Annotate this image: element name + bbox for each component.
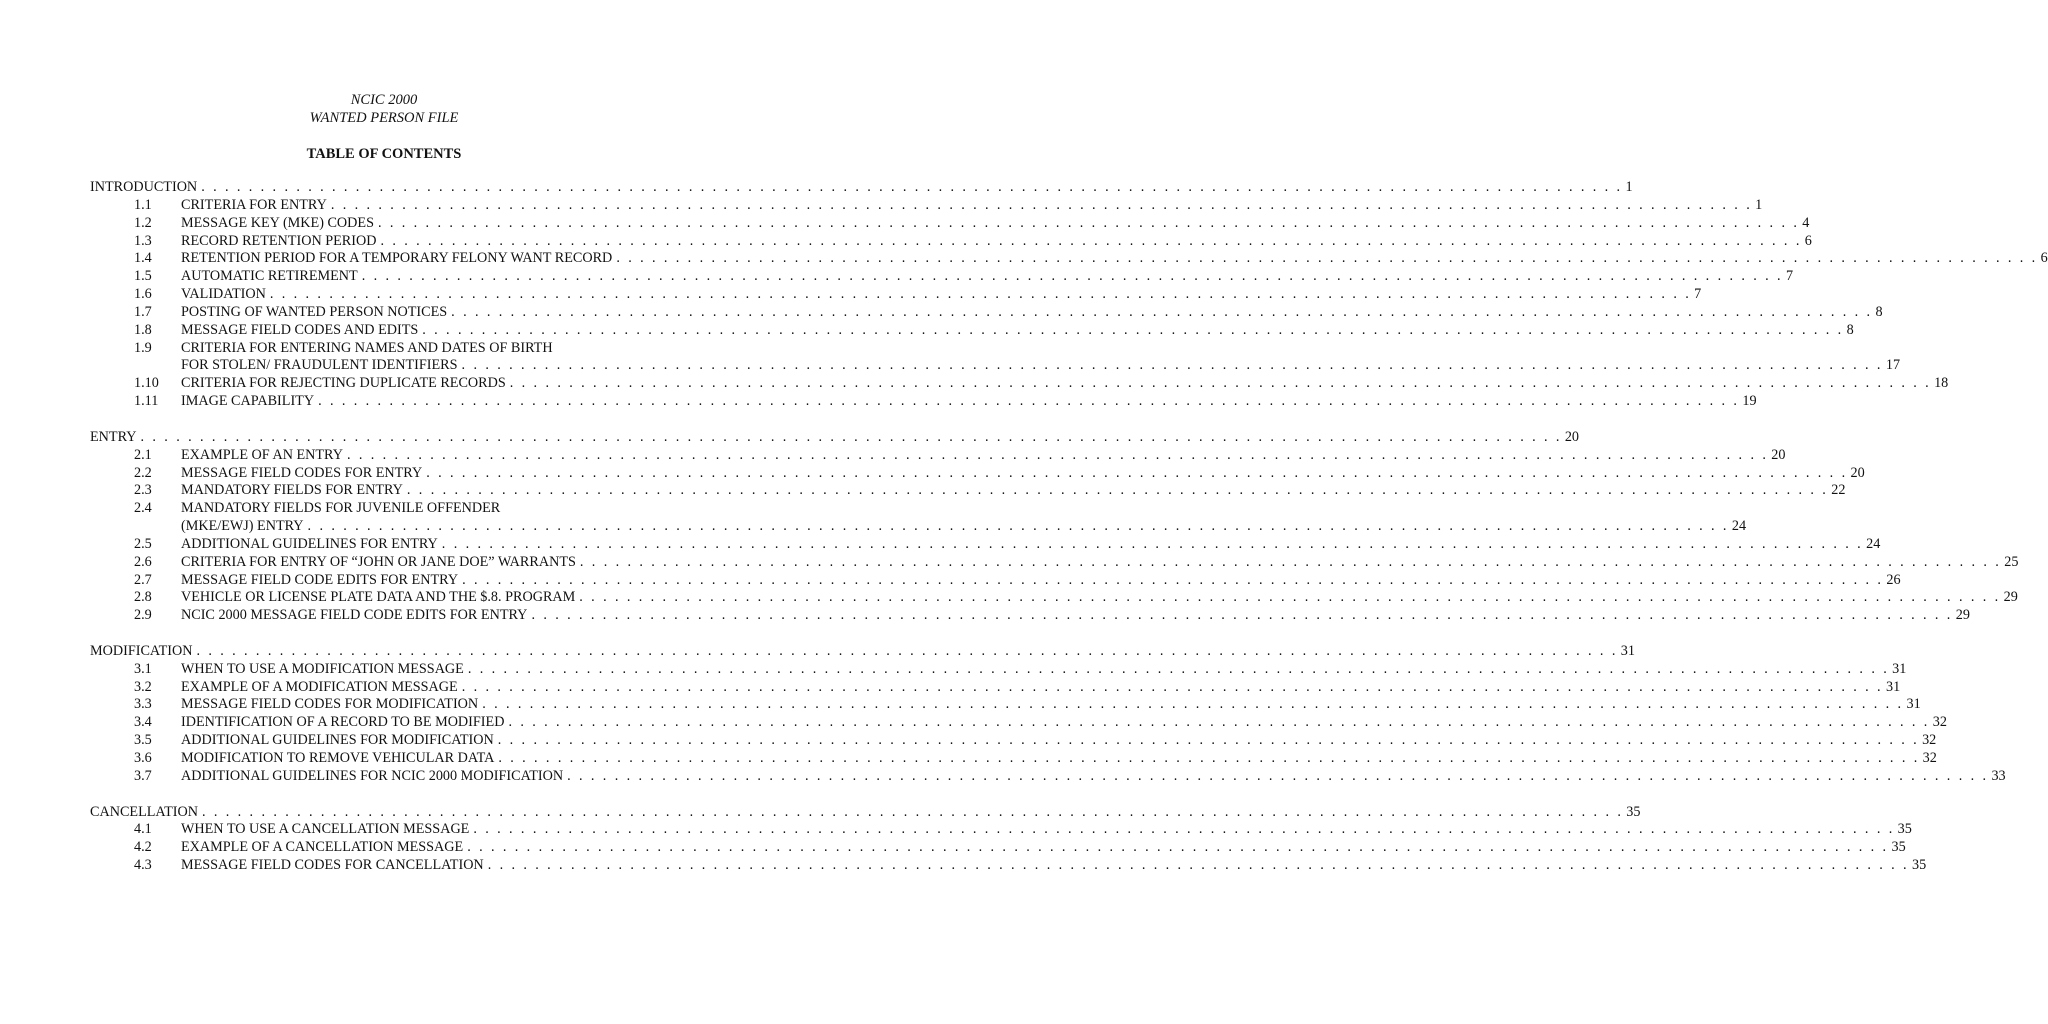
- toc-entry-line: [181, 321, 1854, 340]
- toc-entry-title: RETENTION PERIOD FOR A TEMPORARY FELONY WANT RECORD: [181, 250, 613, 267]
- document-system-name: NCIC 2000: [350, 92, 418, 108]
- toc-dot-leader: . . . . . . . . . . . . . . . . . . . . . . . . . . . . . . . . . . . . . . . . . . . . . . . . . . . . . . . . . . . . . . . . . . . . . . . . . . . . . . . . . . . . . . . . . . . . . . . . . . . . . . . . . . . . . . . . . . . . . . . .: [422, 321, 1844, 338]
- toc-subsection-entry[interactable]: [90, 678, 1901, 697]
- toc-subsection-entry[interactable]: [90, 750, 1937, 768]
- toc-page-number: 29: [2003, 589, 2018, 606]
- toc-entry-title: ENTRY: [90, 428, 137, 445]
- toc-page-number: 6: [1804, 232, 1812, 249]
- toc-dot-leader: . . . . . . . . . . . . . . . . . . . . . . . . . . . . . . . . . . . . . . . . . . . . . . . . . . . . . . . . . . . . . . . . . . . . . . . . . . . . . . . . . . . . . . . . . . . . . . . . . . . . . . . . . . . . . . . . . . . . . . . .: [497, 732, 1920, 749]
- toc-page-number: 4: [1802, 214, 1810, 231]
- toc-dot-leader: . . . . . . . . . . . . . . . . . . . . . . . . . . . . . . . . . . . . . . . . . . . . . . . . . . . . . . . . . . . . . . . . . . . . . . . . . . . . . . . . . . . . . . . . . . . . . . . . . . . . . . . . . . . . . . . . . . . . . . . .: [462, 571, 1884, 588]
- toc-entry-line: [181, 464, 1865, 483]
- toc-entry-line: [181, 357, 1901, 375]
- toc-dot-leader: . . . . . . . . . . . . . . . . . . . . . . . . . . . . . . . . . . . . . . . . . . . . . . . . . . . . . . . . . . . . . . . . . . . . . . . . . . . . . . . . . . . . . . . . . . . . . . . . . . . . . . . . . . . . . . . . . . . . . . . .: [307, 518, 1729, 535]
- toc-entry-title: CANCELLATION: [90, 803, 198, 820]
- toc-subsection-entry[interactable]: [90, 732, 1937, 750]
- toc-page-number: 32: [1922, 750, 1937, 766]
- toc-dot-leader: . . . . . . . . . . . . . . . . . . . . . . . . . . . . . . . . . . . . . . . . . . . . . . . . . . . . . . . . . . . . . . . . . . . . . . . . . . . . . . . . . . . . . . . . . . . . . . . . . . . . . . . . . . . . . . . . . . . . . . . .: [318, 393, 1740, 410]
- toc-entry-number: 1.2: [134, 214, 152, 231]
- toc-dot-leader: . . . . . . . . . . . . . . . . . . . . . . . . . . . . . . . . . . . . . . . . . . . . . . . . . . . . . . . . . . . . . . . . . . . . . . . . . . . . . . . . . . . . . . . . . . . . . . . . . . . . . . . . . . . . . . . . . . . . . . . .: [346, 446, 1769, 463]
- toc-dot-leader: . . . . . . . . . . . . . . . . . . . . . . . . . . . . . . . . . . . . . . . . . . . . . . . . . . . . . . . . . . . . . . . . . . . . . . . . . . . . . . . . . . . . . . . . . . . . . . . . . . . . . . . . . . . . . . . . . . . . . . . .: [461, 357, 1883, 374]
- toc-entry-title: VALIDATION: [181, 286, 266, 303]
- toc-spacer: [90, 625, 680, 643]
- toc-page-number: 32: [1922, 732, 1937, 749]
- toc-entry-number: 3.7: [134, 767, 152, 784]
- toc-dot-leader: . . . . . . . . . . . . . . . . . . . . . . . . . . . . . . . . . . . . . . . . . . . . . . . . . . . . . . . . . . . . . . . . . . . . . . . . . . . . . . . . . . . . . . . . . . . . . . . . . . . . . . . . . . . . . . . . . . . . . . . .: [509, 375, 1932, 392]
- toc-subsection-entry[interactable]: [90, 500, 680, 518]
- toc-dot-leader: . . . . . . . . . . . . . . . . . . . . . . . . . . . . . . . . . . . . . . . . . . . . . . . . . . . . . . . . . . . . . . . . . . . . . . . . . . . . . . . . . . . . . . . . . . . . . . . . . . . . . . . . . . . . . . . . . . . . . . . .: [487, 857, 1909, 874]
- toc-subsection-entry[interactable]: [90, 660, 1907, 679]
- toc-page-number: 7: [1786, 268, 1794, 285]
- toc-subsection-entry[interactable]: [90, 482, 1846, 500]
- toc-subsection-entry[interactable]: [90, 250, 2048, 268]
- toc-page-number: 29: [1955, 607, 1970, 624]
- toc-entry-line: [90, 428, 1580, 447]
- toc-section-entry[interactable]: [90, 803, 1641, 822]
- toc-dot-leader: . . . . . . . . . . . . . . . . . . . . . . . . . . . . . . . . . . . . . . . . . . . . . . . . . . . . . . . . . . . . . . . . . . . . . . . . . . . . . . . . . . . . . . . . . . . . . . . . . . . . . . . . . . . . . . . . . . . . . . . .: [140, 428, 1562, 445]
- toc-entry-title: MESSAGE FIELD CODES AND EDITS: [181, 321, 419, 338]
- toc-dot-leader: . . . . . . . . . . . . . . . . . . . . . . . . . . . . . . . . . . . . . . . . . . . . . . . . . . . . . . . . . . . . . . . . . . . . . . . . . . . . . . . . . . . . . . . . . . . . . . . . . . . . . . . . . . . . . . . . . . . . . . . .: [330, 196, 1753, 213]
- toc-page-number: 32: [1932, 714, 1947, 731]
- toc-entry-line: [181, 571, 1901, 590]
- toc-subsection-entry[interactable]: [90, 464, 1865, 483]
- toc-entry-number: 1.5: [134, 268, 152, 285]
- toc-entry-line: [181, 446, 1786, 465]
- toc-subsection-entry[interactable]: [90, 607, 1970, 625]
- toc-page-number: 1: [1755, 196, 1763, 213]
- toc-entry-line: [181, 196, 1763, 215]
- toc-dot-leader: . . . . . . . . . . . . . . . . . . . . . . . . . . . . . . . . . . . . . . . . . . . . . . . . . . . . . . . . . . . . . . . . . . . . . . . . . . . . . . . . . . . . . . . . . . . . . . . . . . . . . . . . . . . . . . . . . . . . . . . .: [201, 179, 1623, 195]
- toc-entry-number: 2.3: [134, 482, 152, 499]
- toc-entry-title: ADDITIONAL GUIDELINES FOR NCIC 2000 MODIFICATION: [181, 767, 564, 784]
- toc-page-number: 24: [1731, 518, 1747, 535]
- toc-entry-title: VEHICLE OR LICENSE PLATE DATA AND THE $.8. PROGRAM: [181, 589, 576, 606]
- toc-entry-title: AUTOMATIC RETIREMENT: [181, 268, 358, 285]
- toc-entry-line: [181, 393, 1757, 411]
- toc-dot-leader: . . . . . . . . . . . . . . . . . . . . . . . . . . . . . . . . . . . . . . . . . . . . . . . . . . . . . . . . . . . . . . . . . . . . . . . . . . . . . . . . . . . . . . . . . . . . . . . . . . . . . . . . . . . . . . . . . . . . . . . .: [579, 589, 2001, 606]
- toc-entry-title: INTRODUCTION: [90, 179, 198, 195]
- toc-entry-title: FOR STOLEN/ FRAUDULENT IDENTIFIERS: [181, 357, 458, 374]
- toc-entry-title: ADDITIONAL GUIDELINES FOR ENTRY: [181, 535, 438, 552]
- toc-dot-leader: . . . . . . . . . . . . . . . . . . . . . . . . . . . . . . . . . . . . . . . . . . . . . . . . . . . . . . . . . . . . . . . . . . . . . . . . . . . . . . . . . . . . . . . . . . . . . . . . . . . . . . . . . . . . . . . . . . . . . . . .: [567, 767, 1989, 784]
- toc-page-number: 35: [1891, 839, 1906, 856]
- toc-page-number: 18: [1934, 375, 1949, 392]
- toc-subsection-entry[interactable]: [90, 340, 680, 358]
- toc-entry-line: [181, 553, 2019, 572]
- toc-entry-title: EXAMPLE OF A CANCELLATION MESSAGE: [181, 839, 464, 856]
- toc-subsection-entry[interactable]: [90, 767, 2006, 786]
- toc-entry-number: 4.1: [134, 821, 152, 838]
- toc-entry-line: [181, 714, 1947, 732]
- toc-entry-line: [181, 340, 680, 358]
- toc-entry-title: MESSAGE KEY (MKE) CODES: [181, 214, 374, 231]
- toc-page-number: 22: [1831, 482, 1846, 499]
- toc-entry-title: (MKE/EWJ) ENTRY: [181, 518, 304, 535]
- toc-entry-title: EXAMPLE OF AN ENTRY: [181, 446, 343, 463]
- toc-dot-leader: . . . . . . . . . . . . . . . . . . . . . . . . . . . . . . . . . . . . . . . . . . . . . . . . . . . . . . . . . . . . . . . . . . . . . . . . . . . . . . . . . . . . . . . . . . . . . . . . . . . . . . . . . . . . . . . . . . . . . . . .: [531, 607, 1953, 624]
- toc-entry-number: 2.5: [134, 535, 152, 552]
- toc-page-number: 24: [1866, 535, 1881, 552]
- toc-entry-line: [181, 500, 680, 518]
- toc-page-number: 7: [1694, 286, 1702, 303]
- toc-subsection-entry[interactable]: [90, 589, 2018, 607]
- toc-entry-number: 1.7: [134, 303, 152, 320]
- toc-entry-line: [181, 839, 1906, 857]
- toc-subsection-entry[interactable]: [90, 286, 1702, 304]
- toc-page-number: 20: [1850, 464, 1865, 481]
- toc-entry-line: [181, 678, 1901, 697]
- toc-subsection-entry[interactable]: [90, 821, 1912, 839]
- toc-entry-number: 2.4: [134, 500, 152, 517]
- toc-entry-title: CRITERIA FOR ENTRY: [181, 196, 327, 213]
- toc-dot-leader: . . . . . . . . . . . . . . . . . . . . . . . . . . . . . . . . . . . . . . . . . . . . . . . . . . . . . . . . . . . . . . . . . . . . . . . . . . . . . . . . . . . . . . . . . . . . . . . . . . . . . . . . . . . . . . . . . . . . . . . .: [508, 714, 1930, 731]
- toc-subsection-entry[interactable]: [90, 553, 2019, 572]
- toc-subsection-entry[interactable]: [90, 839, 1906, 857]
- toc-entry-line: [181, 250, 2048, 268]
- toc-entry-number: 2.1: [134, 446, 152, 463]
- toc-section-entry[interactable]: [90, 428, 1580, 447]
- toc-entry-line: [181, 589, 2018, 607]
- toc-entry-number: 1.8: [134, 321, 152, 338]
- document-file-name: WANTED PERSON FILE: [309, 110, 459, 126]
- toc-subsection-entry[interactable]: [90, 393, 1757, 411]
- toc-page-number: 31: [1906, 696, 1921, 713]
- toc-entry-title: MESSAGE FIELD CODES FOR ENTRY: [181, 464, 423, 481]
- toc-entry-line: [181, 732, 1937, 750]
- table-of-contents: [90, 179, 2048, 875]
- toc-dot-leader: . . . . . . . . . . . . . . . . . . . . . . . . . . . . . . . . . . . . . . . . . . . . . . . . . . . . . . . . . . . . . . . . . . . . . . . . . . . . . . . . . . . . . . . . . . . . . . . . . . . . . . . . . . . . . . . . . . . . . . . .: [498, 750, 1920, 766]
- toc-entry-title: NCIC 2000 MESSAGE FIELD CODE EDITS FOR ENTRY: [181, 607, 528, 624]
- toc-dot-leader: . . . . . . . . . . . . . . . . . . . . . . . . . . . . . . . . . . . . . . . . . . . . . . . . . . . . . . . . . . . . . . . . . . . . . . . . . . . . . . . . . . . . . . . . . . . . . . . . . . . . . . . . . . . . . . . . . . . . . . . .: [196, 642, 1618, 659]
- toc-entry-line: [181, 232, 1812, 251]
- toc-entry-title: RECORD RETENTION PERIOD: [181, 232, 377, 249]
- toc-entry-number: 3.3: [134, 696, 152, 713]
- toc-section-entry[interactable]: [90, 642, 1635, 661]
- toc-page-number: 6: [2040, 250, 2048, 267]
- toc-entry-line: [181, 518, 1747, 536]
- toc-entry-title: MANDATORY FIELDS FOR JUVENILE OFFENDER: [181, 500, 501, 517]
- toc-subsection-entry[interactable]: [90, 446, 1786, 465]
- toc-dot-leader: . . . . . . . . . . . . . . . . . . . . . . . . . . . . . . . . . . . . . . . . . . . . . . . . . . . . . . . . . . . . . . . . . . . . . . . . . . . . . . . . . . . . . . . . . . . . . . . . . . . . . . . . . . . . . . . . . . . . . . . .: [467, 660, 1890, 677]
- toc-dot-leader: . . . . . . . . . . . . . . . . . . . . . . . . . . . . . . . . . . . . . . . . . . . . . . . . . . . . . . . . . . . . . . . . . . . . . . . . . . . . . . . . . . . . . . . . . . . . . . . . . . . . . . . . . . . . . . . . . . . . . . . .: [482, 696, 1904, 713]
- toc-entry-line: [181, 857, 1927, 875]
- toc-entry-number: 3.5: [134, 732, 152, 749]
- toc-entry-number: 2.8: [134, 589, 152, 606]
- toc-entry-number: 2.6: [134, 553, 152, 570]
- toc-dot-leader: . . . . . . . . . . . . . . . . . . . . . . . . . . . . . . . . . . . . . . . . . . . . . . . . . . . . . . . . . . . . . . . . . . . . . . . . . . . . . . . . . . . . . . . . . . . . . . . . . . . . . . . . . . . . . . . . . . . . . . . .: [451, 303, 1873, 320]
- toc-entry-number: 1.9: [134, 339, 152, 356]
- toc-dot-leader: . . . . . . . . . . . . . . . . . . . . . . . . . . . . . . . . . . . . . . . . . . . . . . . . . . . . . . . . . . . . . . . . . . . . . . . . . . . . . . . . . . . . . . . . . . . . . . . . . . . . . . . . . . . . . . . . . . . . . . . .: [616, 250, 2038, 267]
- toc-subsection-entry[interactable]: [90, 696, 1921, 714]
- toc-dot-leader: . . . . . . . . . . . . . . . . . . . . . . . . . . . . . . . . . . . . . . . . . . . . . . . . . . . . . . . . . . . . . . . . . . . . . . . . . . . . . . . . . . . . . . . . . . . . . . . . . . . . . . . . . . . . . . . . . . . . . . . .: [269, 286, 1692, 303]
- toc-entry-line: [181, 303, 1883, 322]
- toc-entry-title: WHEN TO USE A CANCELLATION MESSAGE: [181, 821, 470, 838]
- toc-entry-title: CRITERIA FOR REJECTING DUPLICATE RECORDS: [181, 375, 506, 392]
- toc-entry-title: MESSAGE FIELD CODES FOR MODIFICATION: [181, 696, 479, 713]
- toc-entry-line: [181, 375, 1949, 393]
- toc-page-number: 31: [1620, 642, 1635, 659]
- toc-subsection-entry[interactable]: [90, 714, 1947, 732]
- toc-subsection-entry[interactable]: [90, 535, 1881, 554]
- toc-page-number: 33: [1991, 767, 2006, 784]
- toc-dot-leader: . . . . . . . . . . . . . . . . . . . . . . . . . . . . . . . . . . . . . . . . . . . . . . . . . . . . . . . . . . . . . . . . . . . . . . . . . . . . . . . . . . . . . . . . . . . . . . . . . . . . . . . . . . . . . . . . . . . . . . . .: [473, 821, 1895, 838]
- toc-entry-title: CRITERIA FOR ENTRY OF “JOHN OR JANE DOE” WARRANTS: [181, 553, 576, 570]
- toc-entry-number: 3.4: [134, 714, 152, 731]
- toc-entry-number: 4.3: [134, 857, 152, 874]
- toc-dot-leader: . . . . . . . . . . . . . . . . . . . . . . . . . . . . . . . . . . . . . . . . . . . . . . . . . . . . . . . . . . . . . . . . . . . . . . . . . . . . . . . . . . . . . . . . . . . . . . . . . . . . . . . . . . . . . . . . . . . . . . . .: [380, 232, 1802, 249]
- toc-dot-leader: . . . . . . . . . . . . . . . . . . . . . . . . . . . . . . . . . . . . . . . . . . . . . . . . . . . . . . . . . . . . . . . . . . . . . . . . . . . . . . . . . . . . . . . . . . . . . . . . . . . . . . . . . . . . . . . . . . . . . . . .: [426, 464, 1848, 481]
- toc-entry-line: [181, 767, 2006, 786]
- toc-entry-number: 3.2: [134, 678, 152, 695]
- toc-page-number: 31: [1892, 660, 1907, 677]
- toc-page-number: 31: [1886, 678, 1901, 695]
- toc-entry-line: [181, 214, 1810, 233]
- toc-section-entry[interactable]: [90, 179, 1633, 197]
- toc-page-number: 35: [1912, 857, 1927, 874]
- toc-dot-leader: . . . . . . . . . . . . . . . . . . . . . . . . . . . . . . . . . . . . . . . . . . . . . . . . . . . . . . . . . . . . . . . . . . . . . . . . . . . . . . . . . . . . . . . . . . . . . . . . . . . . . . . . . . . . . . . . . . . . . . . .: [467, 839, 1889, 856]
- toc-dot-leader: . . . . . . . . . . . . . . . . . . . . . . . . . . . . . . . . . . . . . . . . . . . . . . . . . . . . . . . . . . . . . . . . . . . . . . . . . . . . . . . . . . . . . . . . . . . . . . . . . . . . . . . . . . . . . . . . . . . . . . . .: [441, 535, 1864, 552]
- toc-entry-title: IMAGE CAPABILITY: [181, 393, 315, 410]
- toc-entry-line: [181, 660, 1907, 679]
- toc-entry-number: 1.4: [134, 250, 152, 267]
- toc-entry-title: WHEN TO USE A MODIFICATION MESSAGE: [181, 660, 464, 677]
- toc-dot-leader: . . . . . . . . . . . . . . . . . . . . . . . . . . . . . . . . . . . . . . . . . . . . . . . . . . . . . . . . . . . . . . . . . . . . . . . . . . . . . . . . . . . . . . . . . . . . . . . . . . . . . . . . . . . . . . . . . . . . . . . .: [201, 803, 1624, 820]
- toc-page-number: 35: [1897, 821, 1912, 838]
- toc-entry-number: 1.3: [134, 232, 152, 249]
- toc-entry-number: 3.6: [134, 750, 152, 766]
- toc-subsection-entry[interactable]: [90, 196, 1763, 215]
- toc-entry-title: CRITERIA FOR ENTERING NAMES AND DATES OF BIRTH: [181, 339, 553, 356]
- toc-entry-title: MANDATORY FIELDS FOR ENTRY: [181, 482, 403, 499]
- toc-entry-number: 2.9: [134, 607, 152, 624]
- toc-entry-line: [181, 286, 1702, 304]
- toc-page-number: 20: [1771, 446, 1786, 463]
- toc-entry-number: 3.1: [134, 660, 152, 677]
- toc-entry-line: [90, 803, 1641, 822]
- toc-heading: TABLE OF CONTENTS: [306, 146, 462, 162]
- toc-subsection-entry[interactable]: [90, 303, 1883, 322]
- toc-page-number: 8: [1846, 321, 1854, 338]
- toc-entry-line: [181, 750, 1937, 768]
- toc-page-number: 25: [2004, 553, 2019, 570]
- toc-entry-title: MODIFICATION TO REMOVE VEHICULAR DATA: [181, 750, 495, 766]
- toc-subsection-entry[interactable]: [90, 571, 1901, 590]
- toc-subsection-entry[interactable]: [90, 321, 1854, 340]
- toc-subsection-entry[interactable]: [90, 268, 1794, 286]
- toc-subsection-entry[interactable]: [90, 214, 1810, 233]
- toc-spacer: [90, 411, 680, 429]
- toc-continuation-line[interactable]: [90, 357, 1901, 375]
- toc-page-number: 19: [1742, 393, 1757, 410]
- toc-entry-title: ADDITIONAL GUIDELINES FOR MODIFICATION: [181, 732, 494, 749]
- toc-dot-leader: . . . . . . . . . . . . . . . . . . . . . . . . . . . . . . . . . . . . . . . . . . . . . . . . . . . . . . . . . . . . . . . . . . . . . . . . . . . . . . . . . . . . . . . . . . . . . . . . . . . . . . . . . . . . . . . . . . . . . . . .: [579, 553, 2002, 570]
- toc-entry-line: [181, 482, 1846, 500]
- toc-dot-leader: . . . . . . . . . . . . . . . . . . . . . . . . . . . . . . . . . . . . . . . . . . . . . . . . . . . . . . . . . . . . . . . . . . . . . . . . . . . . . . . . . . . . . . . . . . . . . . . . . . . . . . . . . . . . . . . . . . . . . . . .: [406, 482, 1829, 499]
- toc-page-number: 17: [1885, 357, 1901, 374]
- toc-dot-leader: . . . . . . . . . . . . . . . . . . . . . . . . . . . . . . . . . . . . . . . . . . . . . . . . . . . . . . . . . . . . . . . . . . . . . . . . . . . . . . . . . . . . . . . . . . . . . . . . . . . . . . . . . . . . . . . . . . . . . . . .: [361, 268, 1783, 285]
- toc-entry-title: MESSAGE FIELD CODES FOR CANCELLATION: [181, 857, 484, 874]
- toc-page-number: 20: [1564, 428, 1580, 445]
- toc-entry-line: [181, 821, 1912, 839]
- toc-entry-title: EXAMPLE OF A MODIFICATION MESSAGE: [181, 678, 458, 695]
- toc-entry-line: [181, 535, 1881, 554]
- toc-entry-title: MESSAGE FIELD CODE EDITS FOR ENTRY: [181, 571, 459, 588]
- toc-entry-number: 2.7: [134, 571, 152, 588]
- toc-entry-line: [90, 642, 1635, 661]
- toc-page-number: 26: [1886, 571, 1901, 588]
- toc-subsection-entry[interactable]: [90, 857, 1927, 875]
- toc-page-number: 35: [1626, 803, 1641, 820]
- toc-entry-number: 1.1: [134, 196, 152, 213]
- toc-page-number: 1: [1625, 179, 1633, 195]
- toc-subsection-entry[interactable]: [90, 232, 1812, 251]
- toc-continuation-line[interactable]: [90, 518, 1747, 536]
- toc-entry-number: 1.6: [134, 286, 152, 303]
- toc-dot-leader: . . . . . . . . . . . . . . . . . . . . . . . . . . . . . . . . . . . . . . . . . . . . . . . . . . . . . . . . . . . . . . . . . . . . . . . . . . . . . . . . . . . . . . . . . . . . . . . . . . . . . . . . . . . . . . . . . . . . . . . .: [461, 678, 1883, 695]
- toc-entry-line: [181, 696, 1921, 714]
- toc-subsection-entry[interactable]: [90, 375, 1949, 393]
- toc-entry-title: POSTING OF WANTED PERSON NOTICES: [181, 303, 448, 320]
- toc-entry-number: 1.10: [134, 375, 159, 392]
- toc-entry-number: 4.2: [134, 839, 152, 856]
- toc-entry-number: 2.2: [134, 464, 152, 481]
- toc-entry-line: [90, 179, 1633, 197]
- toc-entry-number: 1.11: [134, 393, 159, 410]
- toc-entry-line: [181, 268, 1794, 286]
- toc-entry-title: IDENTIFICATION OF A RECORD TO BE MODIFIED: [181, 714, 505, 731]
- toc-page-number: 8: [1875, 303, 1883, 320]
- toc-entry-title: MODIFICATION: [90, 642, 193, 659]
- toc-dot-leader: . . . . . . . . . . . . . . . . . . . . . . . . . . . . . . . . . . . . . . . . . . . . . . . . . . . . . . . . . . . . . . . . . . . . . . . . . . . . . . . . . . . . . . . . . . . . . . . . . . . . . . . . . . . . . . . . . . . . . . . .: [377, 214, 1800, 231]
- toc-spacer: [90, 786, 680, 804]
- toc-entry-line: [181, 607, 1970, 625]
